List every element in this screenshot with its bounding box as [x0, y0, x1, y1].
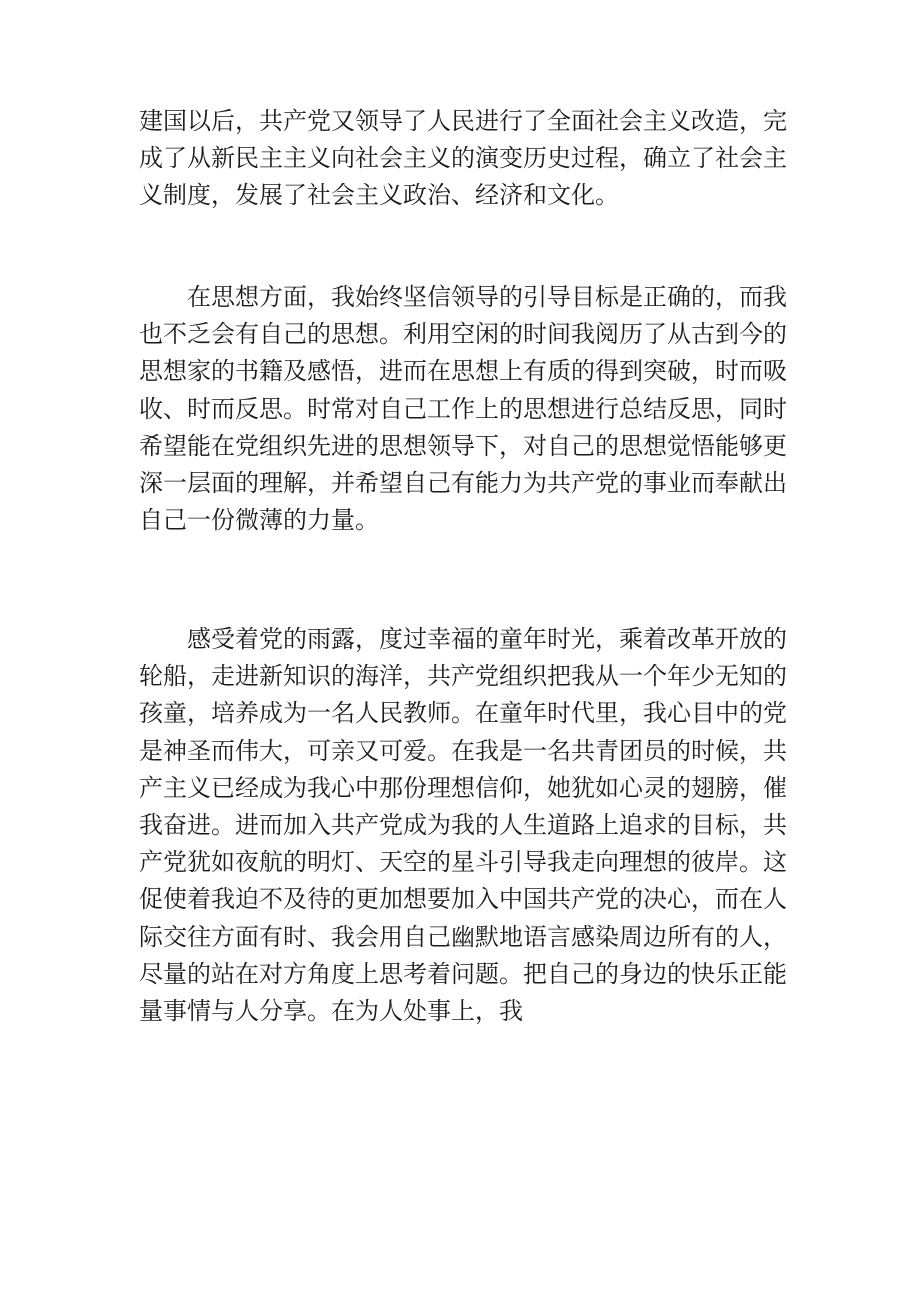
paragraph-2: 在思想方面，我始终坚信领导的引导目标是正确的，而我也不乏会有自己的思想。利用空闲的时间我阅历了从古到今的思想家的书籍及感悟，进而在思想上有质的得到突破，时而吸收、时而反思。时常对自己工作上的思想进行总结反思，同时希望能在党组织先进的思想领导下，对自己的思想觉悟能够更深一层面的理解，并希望自己有能力为共产党的事业而奉献出自己一份微薄的力量。	[139, 283, 787, 535]
paragraph-3: 感受着党的雨露，度过幸福的童年时光，乘着改革开放的轮船，走进新知识的海洋，共产党组织把我从一个年少无知的孩童，培养成为一名人民教师。在童年时代里，我心目中的党是神圣而伟大，可亲又可爱。在我是一名共青团员的时候，共产主义已经成为我心中那份理想信仰，她犹如心灵的翅膀，催我奋进。进而加入共产党成为我的人生道路上追求的目标，共产党犹如夜航的明灯、天空的星斗引导我走向理想的彼岸。这促使着我迫不及待的更加想要加入中国共产党的决心，而在人际交往方面有时、我会用自己幽默地语言感染周边所有的人，尽量的站在对方角度上思考着问题。把自己的身边的快乐正能量事情与人分享。在为人处事上，我	[139, 625, 787, 1026]
paragraph-1: 建国以后，共产党又领导了人民进行了全面社会主义改造，完成了从新民主主义向社会主义的演变历史过程，确立了社会主义制度，发展了社会主义政治、经济和文化。	[139, 107, 787, 210]
